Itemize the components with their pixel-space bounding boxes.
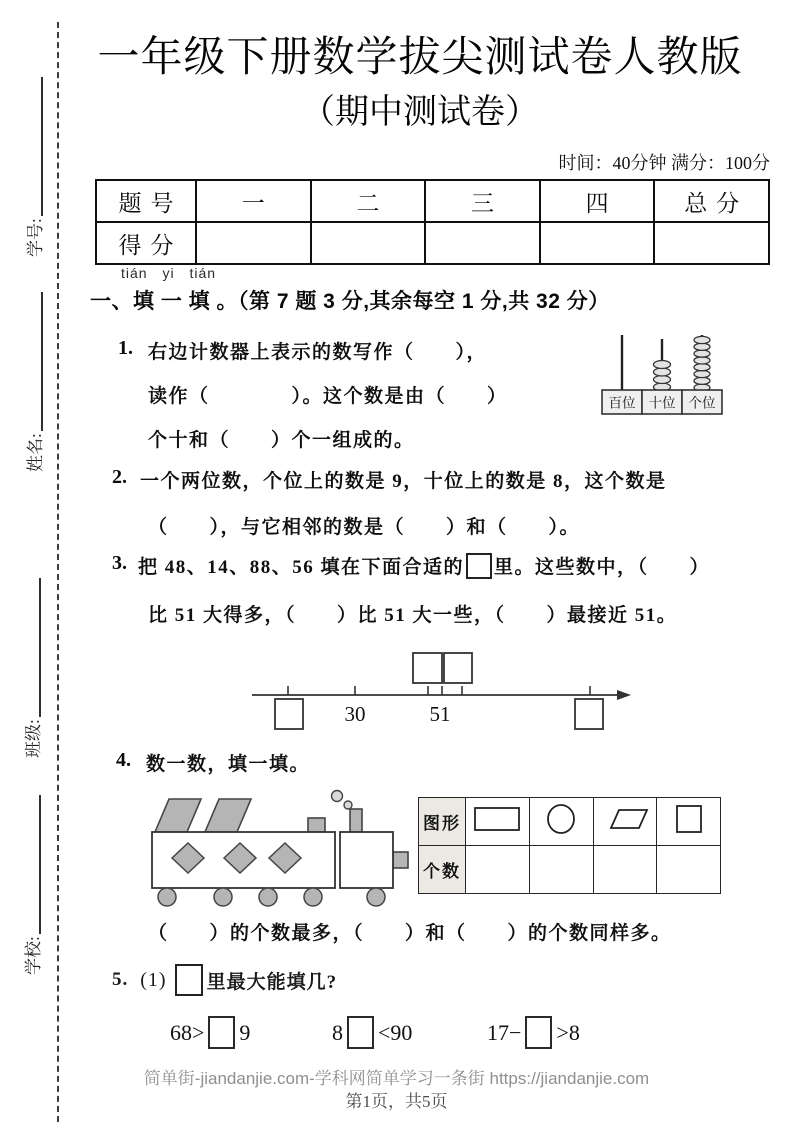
exam-time-score-info: 时间：40分钟 满分：100分 — [558, 153, 770, 173]
train-cab-square — [340, 832, 393, 888]
inequality-3-pre: 17− — [487, 1019, 522, 1045]
count-cell-empty — [593, 846, 657, 894]
shape-train-figure — [138, 788, 418, 916]
train-chimney-parallelogram-2 — [205, 799, 251, 832]
number-line-label-30: 30 — [344, 702, 366, 726]
q2-line1: 一个两位数，个位上的数是 9，十位上的数是 8，这个数是 — [140, 471, 667, 492]
abacus-beads-ones — [694, 336, 710, 391]
student-field-class — [15, 578, 45, 758]
train-cab-chimney — [350, 809, 362, 832]
fill-in-line — [41, 77, 43, 216]
q4-number: 4. — [116, 749, 131, 771]
number-line-ticks — [288, 686, 590, 695]
q4-prompt: 数一数，填一填。 — [146, 754, 311, 775]
number-line-arrowhead — [617, 690, 631, 700]
score-cell-empty — [196, 222, 311, 264]
q5-row — [112, 964, 337, 996]
q1-number: 1. — [118, 337, 133, 359]
train-chimney-parallelogram-1 — [155, 799, 201, 832]
train-small-block — [308, 818, 325, 832]
count-row — [419, 846, 721, 894]
square-shape-icon — [674, 803, 704, 835]
fill-box — [347, 1016, 374, 1049]
q3-line1-pre: 把 48、14、88、56 填在下面合适的 — [138, 557, 465, 578]
train-coupler — [393, 852, 408, 868]
score-header-tihao: 题号 — [96, 180, 196, 222]
q4-answer-line: （ ）的个数最多，（ ）和（ ）的个数同样多。 — [148, 923, 672, 944]
q3-line1-post: 里。这些数中，（ ） — [494, 557, 711, 578]
parallelogram-shape-icon — [601, 807, 649, 831]
inequality-1-pre: 68> — [170, 1019, 205, 1045]
abacus-label-ones: 个位 — [688, 395, 716, 411]
fill-box — [466, 553, 492, 579]
inequality-3-post: >8 — [556, 1019, 580, 1045]
fill-in-line — [39, 795, 41, 934]
oval-shape-icon — [545, 803, 577, 835]
answer-box-above-right — [444, 653, 472, 683]
inequality-1 — [170, 1016, 250, 1049]
q5-number: 5. — [112, 969, 129, 990]
rectangle-shape-icon — [473, 805, 521, 833]
count-cell-empty — [657, 846, 721, 894]
number-line-figure — [250, 645, 635, 737]
section-one-heading: 一、填 一 填 。（第 7 题 3 分,其余每空 1 分,共 32 分） — [90, 290, 610, 313]
inequality-3 — [487, 1016, 580, 1049]
q5-prompt: 里最大能填几? — [206, 971, 338, 993]
q1-line3: 个十和（ ）个一组成的。 — [148, 430, 415, 451]
shape-cell-rectangle — [466, 798, 530, 846]
shape-row-label: 图形 — [419, 798, 466, 846]
fill-box — [525, 1016, 552, 1049]
answer-box-above-left — [413, 653, 442, 683]
count-cell-empty — [466, 846, 530, 894]
shape-cell-parallelogram — [593, 798, 657, 846]
abacus-label-hundreds: 百位 — [608, 395, 636, 411]
q3-line1 — [138, 552, 710, 579]
abacus-label-tens: 十位 — [648, 395, 676, 411]
q3-number: 3. — [112, 552, 127, 574]
page-subtitle: （期中测试卷） — [301, 94, 539, 131]
shape-cell-oval — [529, 798, 593, 846]
inequality-2-pre: 8 — [332, 1019, 343, 1045]
score-cell-empty — [654, 222, 769, 264]
score-header-four: 四 — [540, 180, 655, 222]
score-cell-empty — [311, 222, 426, 264]
score-row-label: 得分 — [96, 222, 196, 264]
score-header-total: 总分 — [654, 180, 769, 222]
shape-cell-square — [657, 798, 721, 846]
answer-box-below-right — [575, 699, 603, 729]
shape-count-table — [418, 797, 721, 894]
fill-box — [208, 1016, 235, 1049]
student-field-name — [17, 292, 47, 472]
q1-line2: 读作（ ）。这个数是由（ ） — [148, 386, 508, 407]
fill-in-line — [41, 292, 43, 431]
student-field-school — [15, 795, 45, 975]
page-title: 一年级下册数学拔尖测试卷人教版 — [97, 35, 743, 81]
pinyin-annotation: tián yi tián — [121, 265, 217, 281]
train-smoke-circles — [332, 791, 353, 810]
q5-sub-number: (1) — [140, 968, 167, 991]
q2-number: 2. — [112, 466, 127, 488]
abacus-beads-tens — [654, 361, 671, 392]
score-table-score-row — [96, 222, 769, 264]
count-row-label: 个数 — [419, 846, 466, 894]
score-header-two: 二 — [311, 180, 426, 222]
student-number-label: 学号: — [26, 218, 45, 257]
score-table — [95, 179, 770, 265]
inequality-1-post: 9 — [239, 1019, 251, 1045]
answer-box-below-left — [275, 699, 303, 729]
fill-in-line — [39, 578, 41, 717]
score-header-three: 三 — [425, 180, 540, 222]
student-class-label: 班级: — [24, 719, 43, 758]
shape-row — [419, 798, 721, 846]
q1-line1: 右边计数器上表示的数写作（ ）， — [148, 342, 488, 363]
site-watermark: 简单街-jiandanjie.com-学科网简单学习一条街 https://jiandanjie.com — [143, 1069, 650, 1088]
count-cell-empty — [529, 846, 593, 894]
fill-box — [175, 964, 203, 996]
score-header-one: 一 — [196, 180, 311, 222]
inequality-2 — [332, 1016, 412, 1049]
counting-abacus-figure — [596, 331, 774, 419]
train-wheels — [158, 888, 385, 906]
page-number: 第1页，共5页 — [345, 1092, 448, 1111]
dashed-cut-line — [57, 22, 59, 1122]
train-diamonds — [172, 843, 301, 873]
inequality-2-post: <90 — [378, 1019, 413, 1045]
score-cell-empty — [425, 222, 540, 264]
student-field-number — [17, 77, 47, 257]
student-name-label: 姓名: — [26, 433, 45, 472]
q3-line2: 比 51 大得多，（ ）比 51 大一些，（ ）最接近 51。 — [148, 605, 678, 626]
q2-line2: （ ），与它相邻的数是（ ）和（ ）。 — [148, 517, 581, 538]
score-table-header-row — [96, 180, 769, 222]
score-cell-empty — [540, 222, 655, 264]
student-school-label: 学校: — [24, 936, 43, 975]
number-line-label-51: 51 — [429, 702, 451, 726]
